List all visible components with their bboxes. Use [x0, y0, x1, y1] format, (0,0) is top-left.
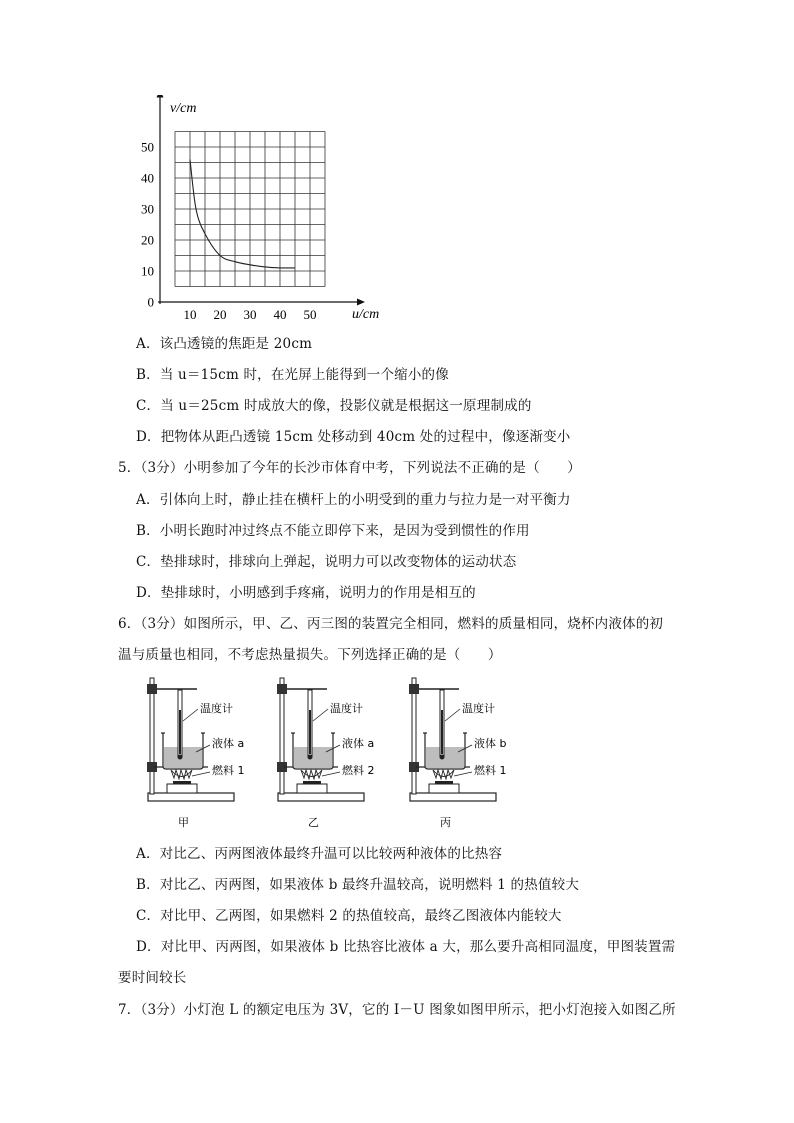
- figure-bing: [409, 678, 507, 829]
- figure-caption: 乙: [308, 816, 319, 829]
- thermometer-label: 温度计: [200, 702, 233, 715]
- thermometer-label: 温度计: [462, 702, 495, 715]
- q5-stem: 5．（3分）小明参加了今年的长沙市体育中考，下列说法不正确的是（ ）: [118, 460, 581, 476]
- q4-option-a: A．该凸透镜的焦距是 20cm: [136, 336, 313, 352]
- chart-grid: [175, 132, 325, 287]
- fuel-label: 燃料 2: [342, 764, 375, 777]
- q6-option-d-continued: 要时间较长: [118, 970, 187, 986]
- liquid-label: 液体 a: [212, 737, 245, 750]
- fuel-label: 燃料 1: [474, 764, 507, 777]
- q7-stem: 7．（3分）小灯泡 L 的额定电压为 3V，它的 I－U 图象如图甲所示，把小灯泡接入如图乙所: [118, 1002, 676, 1018]
- figure-caption: 甲: [178, 816, 189, 829]
- q5-option-d: D．垫排球时，小明感到手疼痛，说明力的作用是相互的: [136, 585, 476, 601]
- y-axis-arrow: [157, 95, 164, 98]
- x-tick-label: 50: [303, 307, 317, 322]
- q6-option-c: C．对比甲、乙两图，如果燃料 2 的热值较高，最终乙图液体内能较大: [136, 908, 562, 924]
- thermometer-label: 温度计: [330, 702, 363, 715]
- y-tick-label: 10: [141, 263, 154, 279]
- x-axis-label: u/cm: [352, 307, 380, 322]
- q5-option-a: A．引体向上时，静止挂在横杆上的小明受到的重力与拉力是一对平衡力: [136, 492, 571, 508]
- x-tick-label: 20: [213, 307, 227, 322]
- q6-stem-line1: 6．（3分）如图所示，甲、乙、丙三图的装置完全相同，燃料的质量相同，烧杯内液体的初: [118, 616, 664, 632]
- q4-option-c: C．当 u＝25cm 时成放大的像，投影仪就是根据这一原理制成的: [136, 398, 532, 414]
- q6-option-d: D．对比甲、丙两图，如果液体 b 比热容比液体 a 大，那么要升高相同温度，甲图装置需: [136, 939, 676, 955]
- q5-option-c: C．垫排球时，排球向上弹起，说明力可以改变物体的运动状态: [136, 554, 517, 570]
- q6-option-b: B．对比乙、丙两图，如果液体 b 最终升温较高，说明燃料 1 的热值较大: [136, 877, 580, 893]
- apparatus-figures: [140, 670, 540, 835]
- x-tick-label: 30: [243, 307, 257, 322]
- data-curve: [190, 159, 295, 268]
- liquid-label: 液体 b: [474, 737, 507, 750]
- chart-ticks: [141, 140, 317, 323]
- q4-option-b: B．当 u＝15cm 时，在光屏上能得到一个缩小的像: [136, 367, 449, 383]
- q5-option-b: B．小明长跑时冲过终点不能立即停下来，是因为受到惯性的作用: [136, 523, 530, 539]
- q6-stem-line2: 温与质量也相同，不考虑热量损失。下列选择正确的是（ ）: [118, 647, 502, 663]
- x-tick-label: 10: [183, 307, 197, 322]
- y-tick-label: 40: [141, 170, 154, 186]
- q4-option-d: D．把物体从距凸透镜 15cm 处移动到 40cm 处的过程中，像逐渐变小: [136, 429, 571, 445]
- y-tick-label: 30: [141, 201, 154, 217]
- figure-jia: [147, 678, 245, 829]
- fuel-label: 燃料 1: [212, 764, 245, 777]
- uv-chart: [130, 95, 400, 330]
- chart-axes: [157, 95, 366, 306]
- x-axis-arrow: [357, 299, 365, 306]
- y-axis-label: v/cm: [170, 101, 197, 116]
- liquid-label: 液体 a: [342, 737, 375, 750]
- y-tick-label: 0: [147, 294, 154, 310]
- y-tick-label: 50: [141, 139, 154, 155]
- figure-caption: 丙: [440, 816, 451, 829]
- x-tick-label: 40: [273, 307, 287, 322]
- y-tick-label: 20: [141, 232, 154, 248]
- q6-option-a: A．对比乙、丙两图液体最终升温可以比较两种液体的比热容: [136, 846, 503, 862]
- figure-yi: [277, 678, 375, 829]
